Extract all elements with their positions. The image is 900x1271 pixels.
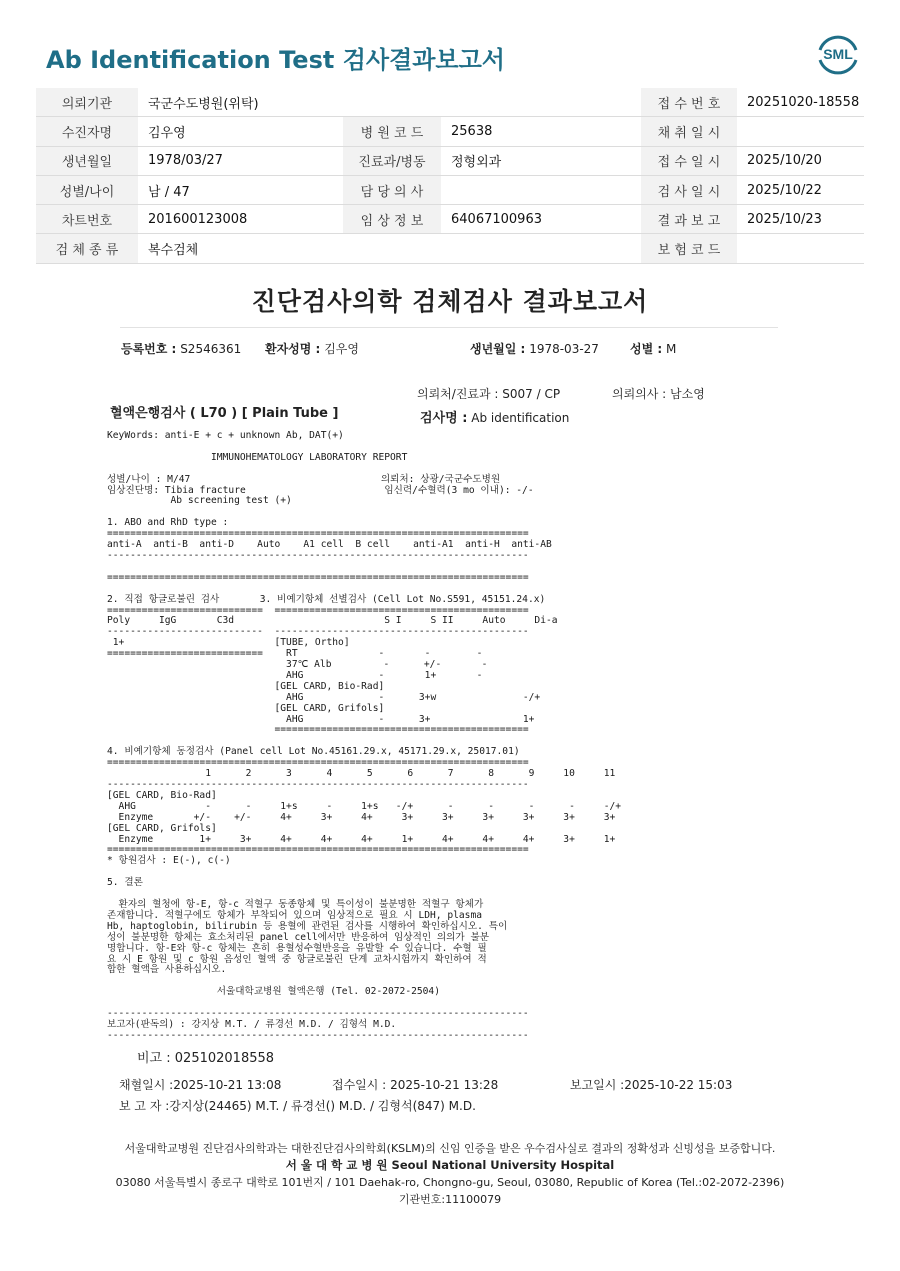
info-row	[36, 146, 864, 175]
footer-institution-no: 기관번호:11100079	[398, 1193, 502, 1206]
info-label: 접 수 일 시	[641, 146, 737, 175]
remark-field: 비고 : 025102018558	[137, 1051, 275, 1066]
info-value: 201600123008	[138, 205, 343, 234]
info-value	[441, 175, 641, 204]
info-value	[441, 88, 641, 117]
test-section: 혈액은행검사 ( L70 ) [ Plain Tube ]	[110, 406, 339, 421]
info-label	[343, 234, 441, 263]
info-value: 64067100963	[441, 205, 641, 234]
info-label: 수진자명	[36, 117, 138, 146]
patient-name-field: 환자성명 : 김우영	[265, 342, 359, 356]
info-value	[441, 234, 641, 263]
info-label: 의뢰기관	[36, 88, 138, 117]
test-name-field: 검사명 : Ab identification	[420, 411, 570, 426]
footer-certification: 서울대학교병원 진단검사의학과는 대한진단검사의학회(KSLM)의 신임 인증을 받은 우수검사실로 결과의 정확성과 신빙성을 보증합니다.	[124, 1142, 776, 1155]
info-value: 2025/10/23	[737, 205, 864, 234]
info-value: 25638	[441, 117, 641, 146]
dob-field: 생년월일 : 1978-03-27	[470, 342, 599, 356]
info-label: 성별/나이	[36, 175, 138, 204]
info-value: 복수검체	[138, 234, 343, 263]
info-label: 생년월일	[36, 146, 138, 175]
collect-time: 채혈일시 :2025-10-21 13:08	[119, 1078, 282, 1092]
info-label: 차트번호	[36, 205, 138, 234]
info-value: 2025/10/22	[737, 175, 864, 204]
info-row	[36, 175, 864, 204]
info-value	[737, 234, 864, 263]
info-label: 채 취 일 시	[641, 117, 737, 146]
doctor-field: 의뢰의사 : 남소영	[612, 387, 705, 401]
info-label: 보 험 코 드	[641, 234, 737, 263]
patient-info-table	[36, 88, 864, 264]
report-time: 보고일시 :2025-10-22 15:03	[570, 1078, 733, 1092]
info-row	[36, 117, 864, 146]
info-value	[737, 117, 864, 146]
info-value: 20251020-18558	[737, 88, 864, 117]
footer-hospital-name: 서 울 대 학 교 병 원 Seoul National University Hospital	[285, 1158, 615, 1172]
info-value: 남 / 47	[138, 175, 343, 204]
info-label: 담 당 의 사	[343, 175, 441, 204]
sex-field: 성별 : M	[630, 342, 677, 356]
title-divider	[120, 327, 778, 328]
info-label: 검 체 종 류	[36, 234, 138, 263]
info-label: 병 원 코 드	[343, 117, 441, 146]
info-row	[36, 234, 864, 263]
info-value: 김우영	[138, 117, 343, 146]
info-label: 임 상 정 보	[343, 205, 441, 234]
info-label: 진료과/병동	[343, 146, 441, 175]
info-label	[343, 88, 441, 117]
lab-report-body: KeyWords: anti-E + c + unknown Ab, DAT(+) IMMUNOHEMATOLOGY LABORATORY REPORT 성별/나이 : M/47 의뢰처: 상광/국군수도병원 임상진단명: Tibia fracture 임신력/수혈력(3 mo 이내): -/- Ab screening test (+) 1. ABO and RhD type : ========================================================================= anti-A anti-B anti-D Auto A1 cell B cell anti-A1 anti-H anti-AB ------------------------------------------------------------------------- ========================================================================= 2. 직접 항글로불린 검사 3. 비예기항체 선별검사 (Cell Lot No.S591, 45151.24.x) =========================== ============================================ Poly IgG C3d S I S II Auto Di-a --------------------------- -------------------------------------------- 1+ [TUBE, Ortho] =========================== RT - - - 37℃ Alb - +/- - AHG - 1+ - [GEL CARD, Bio-Rad] AHG - 3+w -/+ [GEL CARD, Grifols] AHG - 3+ 1+ ============================================ 4. 비예기항체 동정검사 (Panel cell Lot No.45161.29.x, 45171.29.x, 25017.01) ========================================================================= 1 2 3 4 5 6 7 8 9 10 11 ------------------------------------------------------------------------- [GEL CARD, Bio-Rad] AHG - - 1+s - 1+s -/+ - - - - -/+ Enzyme +/- +/- 4+ 3+ 4+ 3+ 3+ 3+ 3+ 3+ 3+ [GEL CARD, Grifols] Enzyme 1+ 3+ 4+ 4+ 4+ 1+ 4+ 4+ 4+ 3+ 1+ ========================================================================= * 항원검사 : E(-), c(-) 5. 결론 환자의 혈청에 항-E, 항-c 적혈구 동종항체 및 특이성이 불분명한 적혈구 항체가 존재합니다. 적혈구에도 항체가 부착되어 있으며 임상적으로 필요 시 LDH, plasma Hb, haptoglobin, bilirubin 등 용혈에 관련된 검사를 시행하여 확인하십시오. 특이 성이 불분명한 항체는 효소처리된 panel cell에서만 반응하여 임상적인 의의가 불분 명합니다. 항-E와 항-c 항체는 흔히 용혈성수혈반응을 유발할 수 있습니다. 수혈 필 요 시 E 항원 및 c 항원 음성인 혈액 중 항글로불린 단계 교차시험까지 확인하여 적 합한 혈액을 사용하십시오. 서울대학교병원 혈액은행 (Tel. 02-2072-2504) ------------------------------------------------------------------------- 보고자(판독의) : 강지상 M.T. / 류경선 M.D. / 김형석 M.D. -------------------------------------------------------------------------	[107, 430, 622, 1041]
footer-address: 03080 서울특별시 종로구 대학로 101번지 / 101 Daehak-ro, Chongno-gu, Seoul, 03080, Republic of Korea (Tel.:02-2072-2396)	[115, 1176, 785, 1189]
reg-no-field: 등록번호 : S2546361	[121, 342, 242, 356]
sml-logo	[812, 28, 864, 80]
info-row	[36, 88, 864, 117]
info-value: 2025/10/20	[737, 146, 864, 175]
dept-field: 의뢰처/진료과 : S007 / CP	[417, 387, 561, 401]
info-value: 1978/03/27	[138, 146, 343, 175]
info-label: 결 과 보 고	[641, 205, 737, 234]
info-row	[36, 205, 864, 234]
info-value: 국군수도병원(위탁)	[138, 88, 343, 117]
reporter-field: 보 고 자 :강지상(24465) M.T. / 류경선() M.D. / 김형석(847) M.D.	[119, 1099, 476, 1113]
logo-text: SML	[823, 46, 853, 62]
info-label: 검 사 일 시	[641, 175, 737, 204]
report-title: 진단검사의학 검체검사 결과보고서	[251, 287, 649, 316]
info-label: 접 수 번 호	[641, 88, 737, 117]
receive-time: 접수일시 : 2025-10-21 13:28	[332, 1078, 499, 1092]
page-title: Ab Identification Test 검사결과보고서	[46, 46, 505, 74]
info-value: 정형외과	[441, 146, 641, 175]
